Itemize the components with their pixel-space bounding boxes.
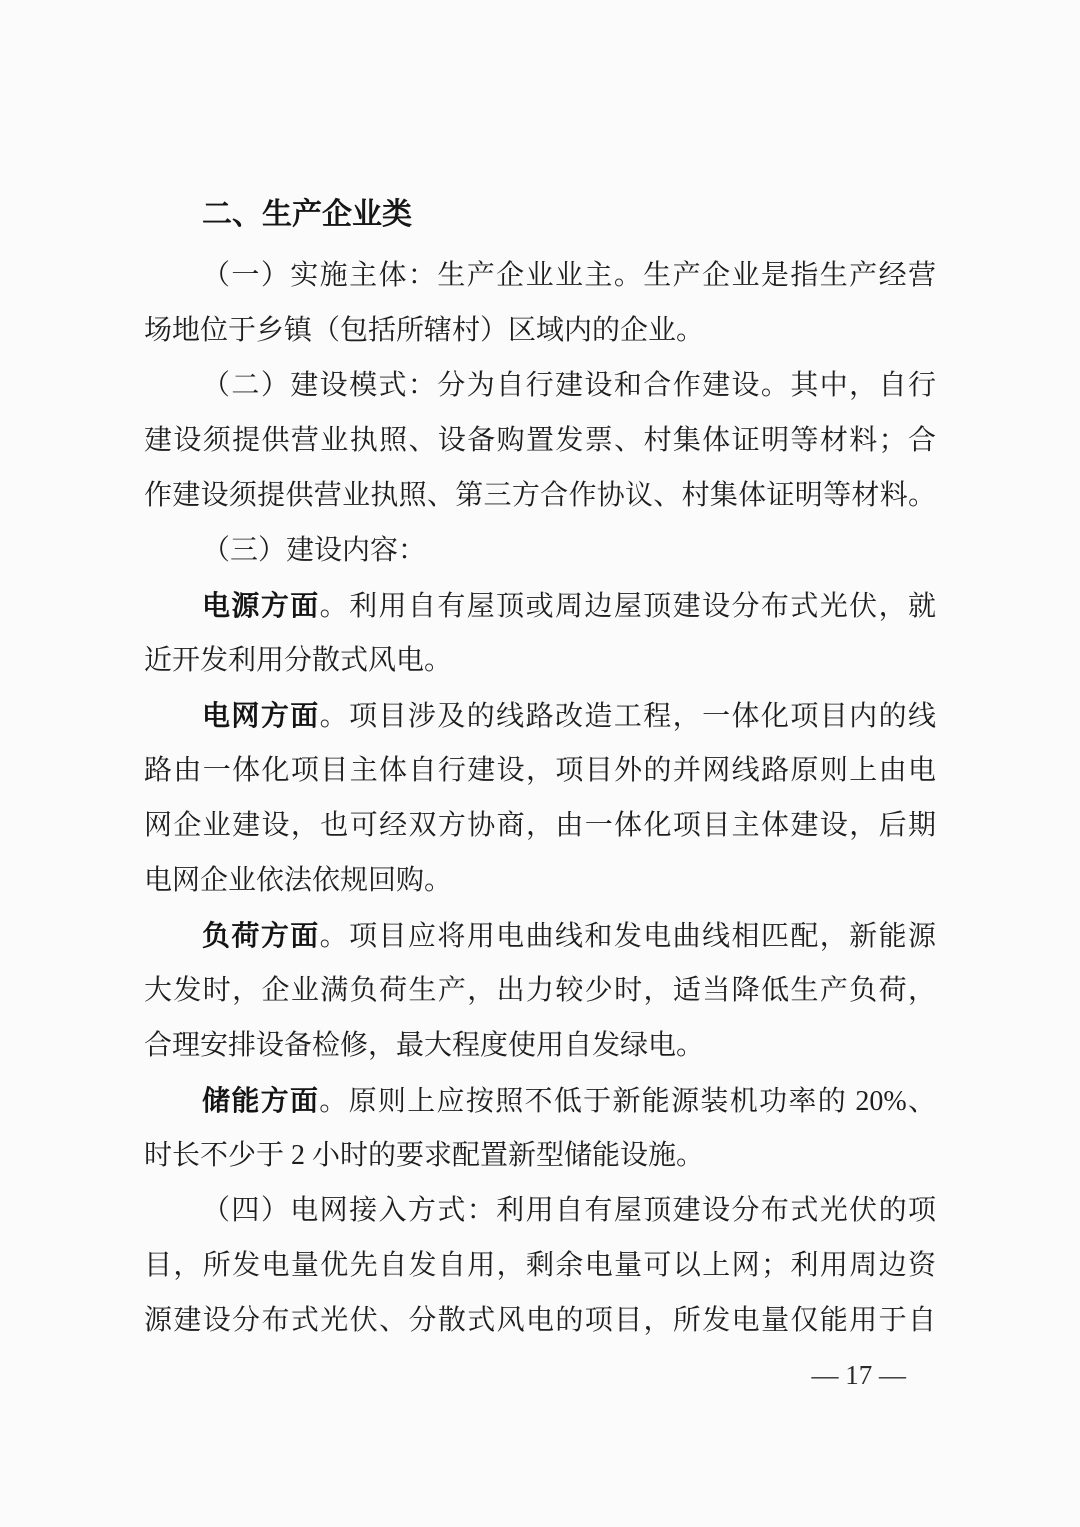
- text-line: （三）建设内容：: [202, 535, 427, 566]
- text-line: 储能方面。原则上应按照不低于新能源装机功率的 20%、: [202, 1085, 936, 1117]
- text-line: 路由一体化项目主体自行建设，项目外的并网线路原则上由电: [144, 755, 936, 786]
- paragraph-lead: 储能方面: [202, 1085, 320, 1116]
- text-line: 场地位于乡镇（包括所辖村）区域内的企业。: [144, 315, 705, 346]
- text-line: 源建设分布式光伏、分散式风电的项目，所发电量仅能用于自: [144, 1305, 936, 1336]
- section-heading: 二、生产企业类: [202, 198, 412, 231]
- text-line: （四）电网接入方式：利用自有屋顶建设分布式光伏的项: [202, 1195, 936, 1226]
- text-line: 目，所发电量优先自发自用，剩余电量可以上网；利用周边资: [144, 1250, 936, 1281]
- text-line: 负荷方面。项目应将用电曲线和发电曲线相匹配，新能源: [202, 920, 936, 952]
- text-line: （二）建设模式：分为自行建设和合作建设。其中，自行: [202, 370, 936, 401]
- text-line: 电网方面。项目涉及的线路改造工程，一体化项目内的线: [202, 700, 936, 732]
- page-number: — 17 —: [811, 1360, 906, 1390]
- text-line: 合理安排设备检修，最大程度使用自发绿电。: [144, 1030, 705, 1061]
- text-line: 网企业建设，也可经双方协商，由一体化项目主体建设，后期: [144, 810, 936, 841]
- text-line: 建设须提供营业执照、设备购置发票、村集体证明等材料；合: [144, 425, 936, 456]
- text-line: 电网企业依法依规回购。: [144, 865, 453, 896]
- document-body: [144, 187, 936, 1403]
- text-line: 时长不少于 2 小时的要求配置新型储能设施。: [144, 1140, 705, 1171]
- text-line: 大发时，企业满负荷生产，出力较少时，适当降低生产负荷，: [144, 975, 936, 1006]
- text-line: （一）实施主体：生产企业业主。生产企业是指生产经营: [202, 260, 936, 291]
- text-line: 近开发利用分散式风电。: [144, 645, 453, 676]
- paragraph-lead: 电源方面: [202, 590, 320, 621]
- paragraph-lead: 电网方面: [202, 700, 320, 731]
- paragraph-lead: 负荷方面: [202, 920, 320, 951]
- text-line: 作建设须提供营业执照、第三方合作协议、村集体证明等材料。: [144, 480, 936, 511]
- text-line: 电源方面。利用自有屋顶或周边屋顶建设分布式光伏，就: [202, 590, 936, 622]
